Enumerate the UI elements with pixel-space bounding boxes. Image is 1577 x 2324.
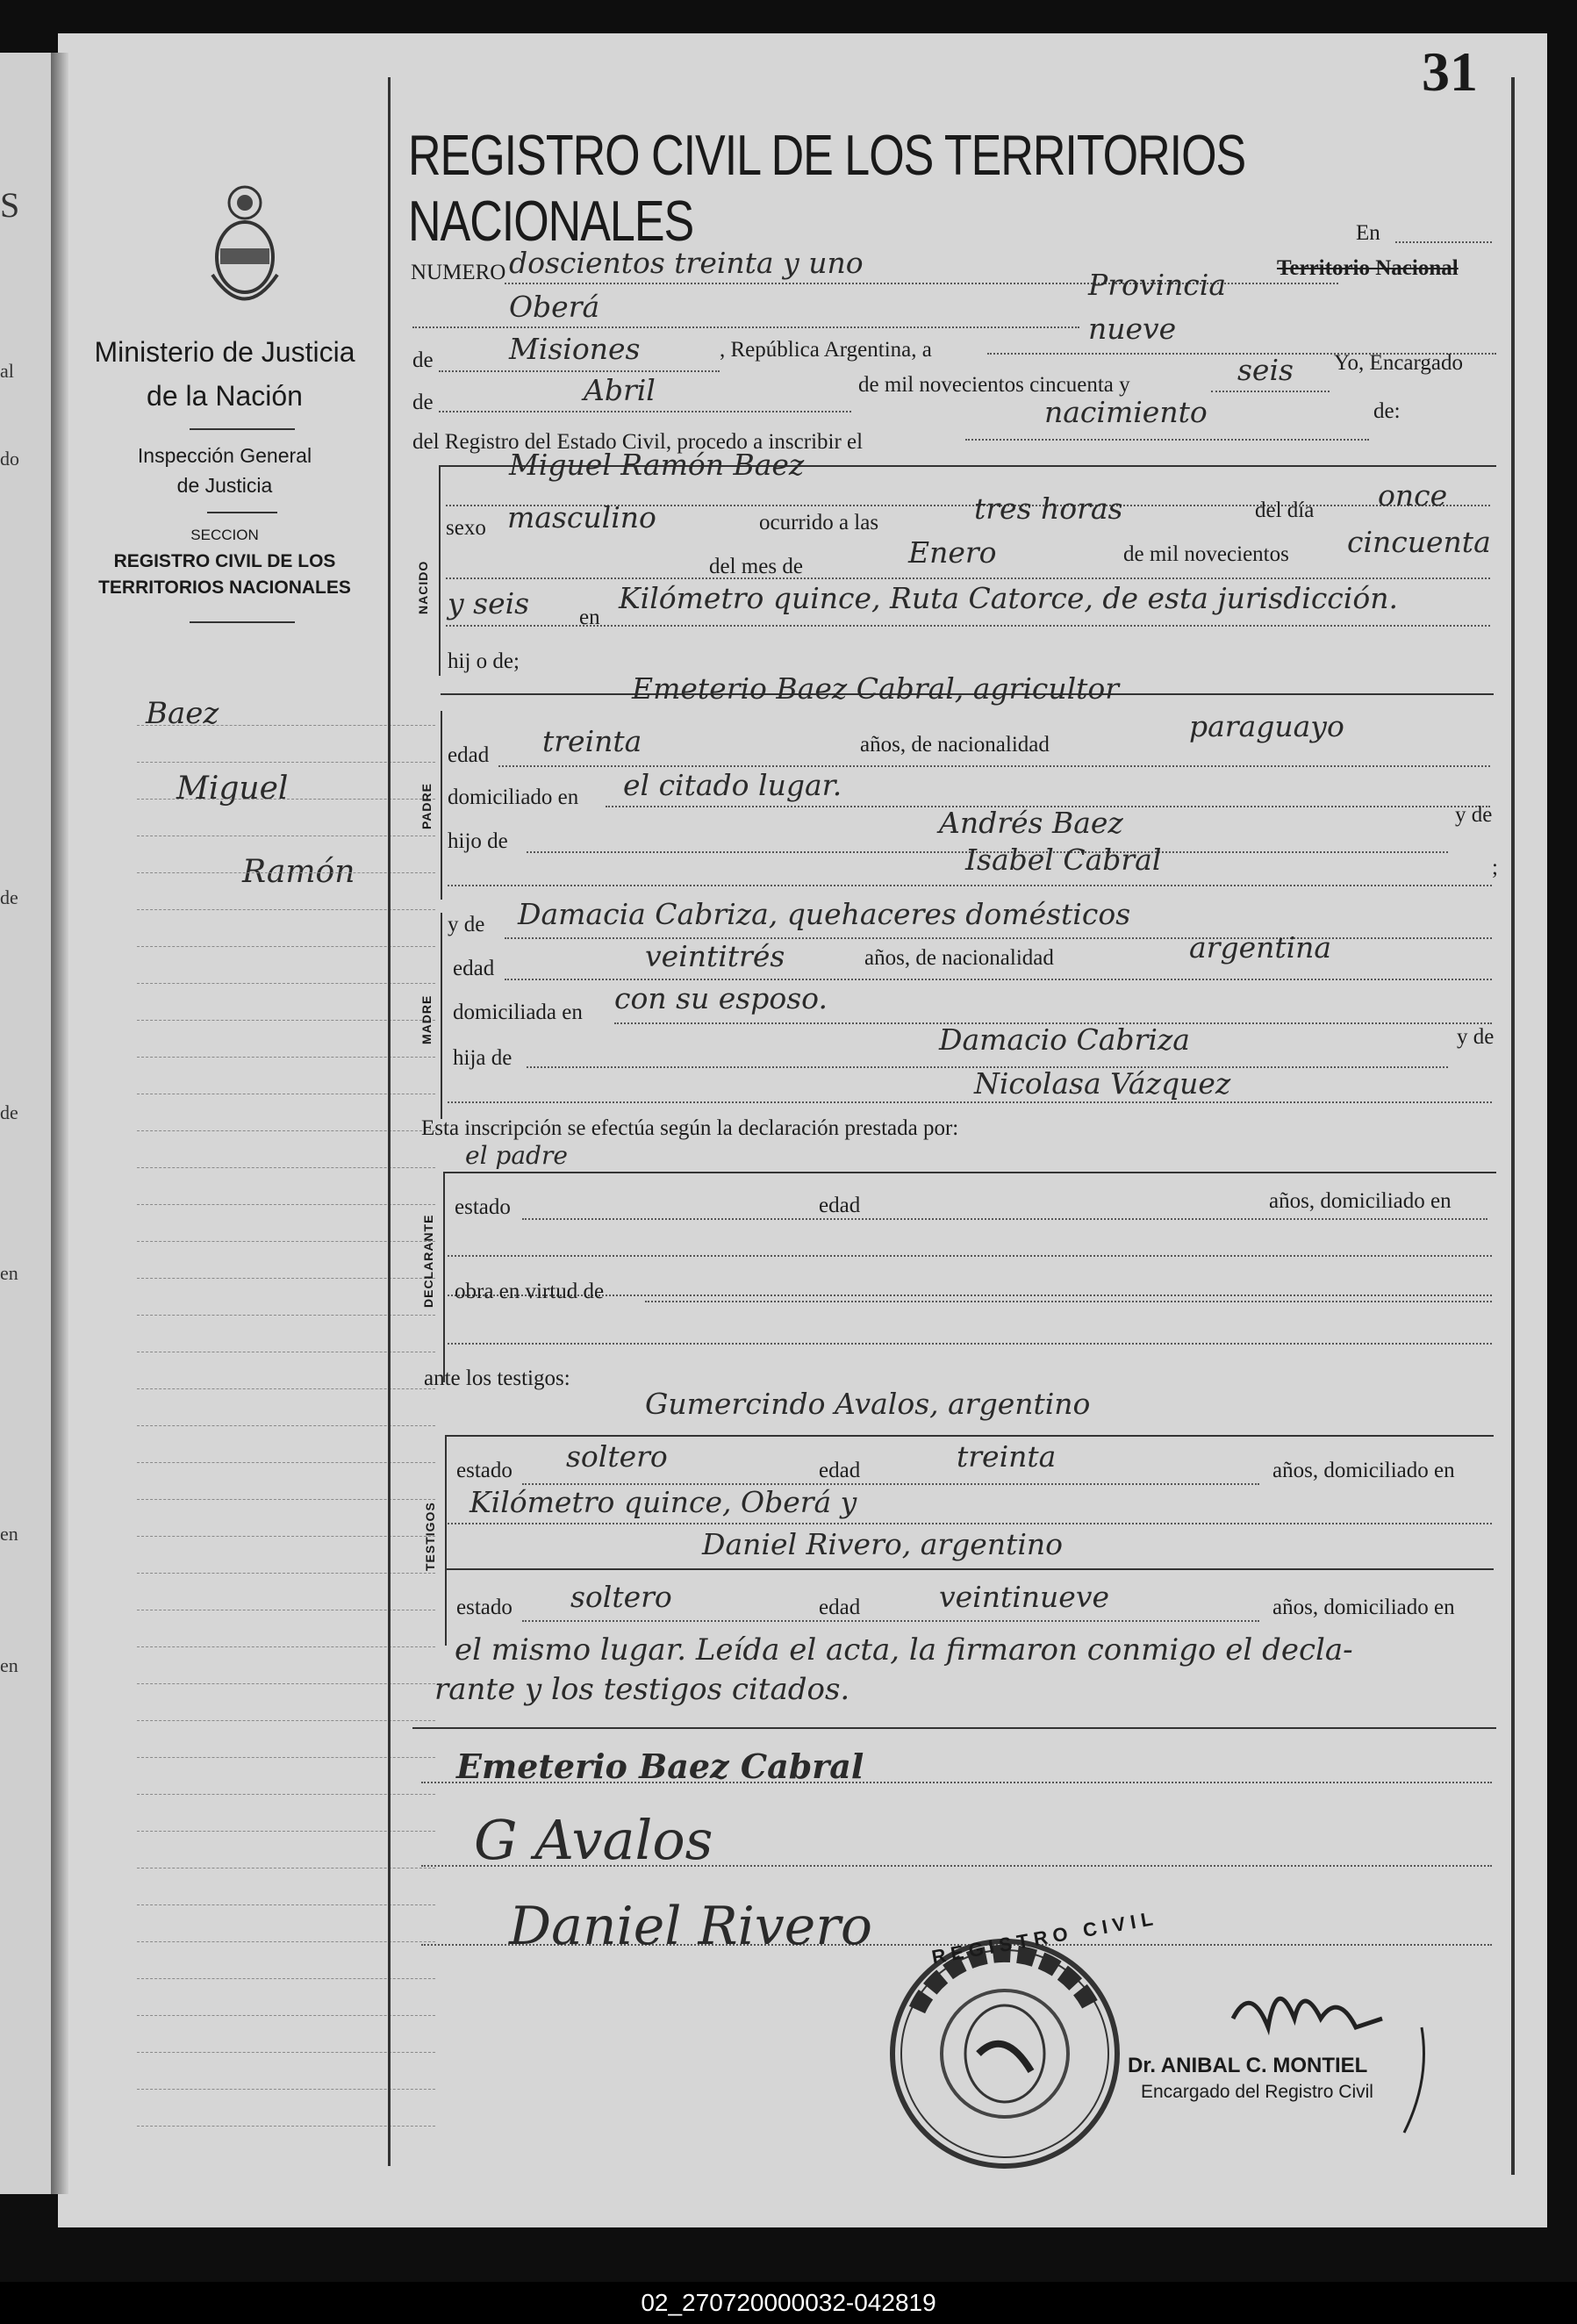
prev-page-fragment: de <box>0 1101 18 1123</box>
fecha-dia-value: nueve <box>1088 312 1177 346</box>
testigo1-edad-label: edad <box>819 1459 861 1482</box>
registro-label: del Registro del Estado Civil, procedo a inscribir el <box>412 430 864 454</box>
provincia-value: Provincia <box>1088 268 1227 302</box>
hora-value: tres horas <box>974 491 1123 526</box>
previous-page-edge <box>0 53 53 2194</box>
fecha-anio-value: seis <box>1237 353 1294 387</box>
declarante-nombre-value: el padre <box>465 1141 568 1170</box>
padre-nac-value: paraguayo <box>1189 709 1344 743</box>
en-label: En <box>1356 221 1380 245</box>
sidebar-divider <box>190 621 295 623</box>
document-title: REGISTRO CIVIL DE LOS TERRITORIOS NACIONALES <box>408 124 1246 254</box>
official-name: Dr. ANIBAL C. MONTIEL <box>1128 2054 1368 2077</box>
signatures-rule <box>412 1727 1496 1729</box>
dia-label: del día <box>1255 499 1315 522</box>
testigo1-domicilio: Kilómetro quince, Oberá y <box>470 1485 857 1519</box>
acta-cierre: rante y los testigos citados. <box>434 1672 850 1707</box>
anio-label: de mil novecientos cincuenta y <box>858 373 1130 397</box>
image-id-bar: 02_270720000032-042819 <box>0 2282 1577 2324</box>
fecha-mes-value: Abril <box>584 373 656 407</box>
anio-value-2: y seis <box>448 586 530 620</box>
madre-nac-value: argentina <box>1189 930 1332 965</box>
testigo2-nombre: Daniel Rivero, argentino <box>702 1527 1064 1561</box>
testigo1-edad: treinta <box>957 1439 1057 1474</box>
testigo2-domicilio: el mismo lugar. Leída el acta, la firmaron conmigo el decla- <box>455 1632 1353 1668</box>
section-rule <box>445 1568 1494 1570</box>
place-value: Oberá <box>509 290 600 324</box>
republica-label: , República Argentina, a <box>720 338 932 362</box>
section-line-2: TERRITORIOS NACIONALES <box>98 577 351 598</box>
territorio-struck: Territorio Nacional <box>1277 256 1459 280</box>
testigo2-edad-label: edad <box>819 1596 861 1619</box>
padre-domic-value: el citado lugar. <box>623 768 842 802</box>
column-divider <box>388 77 391 2166</box>
signature-testigo-2: Daniel Rivero <box>509 1896 873 1957</box>
seal-text: REGISTRO CIVIL <box>929 1906 1160 1969</box>
padre-abuelo-value: Andrés Baez <box>939 806 1123 840</box>
index-given-name-1: Miguel <box>176 771 289 807</box>
section-line-1: REGISTRO CIVIL DE LOS <box>113 551 336 571</box>
padre-side-label: PADRE <box>419 783 434 829</box>
madre-domic-value: con su esposo. <box>614 981 828 1015</box>
testigo2-estado-label: estado <box>456 1596 513 1619</box>
coat-of-arms-icon <box>205 178 284 327</box>
testigos-bracket <box>445 1435 447 1646</box>
padre-yde-label: y de <box>1455 803 1493 827</box>
declarante-anios-label: años, domiciliado en <box>1269 1189 1452 1213</box>
obra-label: obra en virtud de <box>455 1280 605 1303</box>
section-rule <box>445 1435 1494 1437</box>
padre-hijo-label: hijo de <box>448 829 508 853</box>
madre-nombre-value: Damacia Cabriza, quehaceres domésticos <box>518 897 1131 931</box>
madre-abuelo-value: Damacio Cabriza <box>939 1022 1190 1057</box>
padre-edad-label: edad <box>448 743 490 767</box>
sexo-label: sexo <box>446 516 486 540</box>
official-seal-stamp <box>882 1922 1136 2185</box>
madre-hija-label: hija de <box>453 1046 513 1070</box>
sidebar-divider <box>190 428 295 430</box>
lugar-value: Kilómetro quince, Ruta Catorce, de esta jurisdicción. <box>619 581 1398 615</box>
signature-declarante: Emeterio Baez Cabral <box>456 1747 864 1786</box>
sidebar-divider <box>207 512 277 513</box>
testigo1-anios-label: años, domiciliado en <box>1272 1459 1455 1482</box>
testigo1-nombre: Gumercindo Avalos, argentino <box>645 1387 1091 1421</box>
left-margin-column <box>58 33 391 2227</box>
testigo2-estado: soltero <box>570 1580 672 1614</box>
inspection-line-2: de Justicia <box>176 474 273 497</box>
de3-label: de: <box>1373 399 1401 423</box>
acto-value: nacimiento <box>1044 395 1208 429</box>
nacido-side-label: NACIDO <box>416 560 430 614</box>
testigos-side-label: TESTIGOS <box>423 1502 437 1571</box>
mes-label: del mes de <box>709 555 803 578</box>
page-number: 31 <box>1422 40 1478 103</box>
ministry-line-2: de la Nación <box>147 380 303 412</box>
testigo2-anios-label: años, domiciliado en <box>1272 1596 1455 1619</box>
sexo-value: masculino <box>507 500 656 534</box>
section-label: SECCION <box>190 527 259 543</box>
padre-nac-label: años, de nacionalidad <box>860 733 1050 757</box>
section-rule <box>443 1172 1496 1173</box>
index-surname: Baez <box>146 696 219 731</box>
mil-label: de mil novecientos <box>1123 542 1289 566</box>
declarante-edad-label: edad <box>819 1194 861 1217</box>
anio-value: cincuenta <box>1347 525 1491 559</box>
yo-label: Yo, Encargado <box>1334 351 1463 375</box>
prev-page-fragment: en <box>0 1654 18 1676</box>
dia-value: once <box>1378 478 1448 513</box>
prev-page-fragment: al <box>0 360 14 382</box>
signature-testigo-1: G Avalos <box>474 1808 713 1872</box>
madre-yde2-label: y de <box>1457 1025 1495 1049</box>
prev-page-fragment: do <box>0 448 19 470</box>
madre-edad-label: edad <box>453 957 495 980</box>
nacido-nombre-value: Miguel Ramón Baez <box>509 448 805 482</box>
padre-nombre-value: Emeterio Baez Cabral, agricultor <box>632 671 1120 706</box>
madre-edad-value: veintitrés <box>645 939 785 973</box>
de2-label: de <box>412 391 434 414</box>
index-given-name-2: Ramón <box>242 854 355 890</box>
hijo-de-label: hij o de; <box>448 649 520 673</box>
prev-page-fragment: de <box>0 886 18 908</box>
prev-page-fragment: en <box>0 1523 18 1545</box>
madre-nac-label: años, de nacionalidad <box>864 946 1054 970</box>
numero-value: doscientos treinta y uno <box>509 246 864 280</box>
prev-page-fragment: S <box>0 185 20 225</box>
padre-domic-label: domiciliado en <box>448 785 579 809</box>
misiones-value: Misiones <box>509 332 641 366</box>
madre-yde-label: y de <box>448 913 485 936</box>
nacido-bracket <box>439 465 441 676</box>
official-title: Encargado del Registro Civil <box>1141 2082 1373 2102</box>
numero-label: NUMERO <box>411 261 506 284</box>
padre-bracket <box>441 711 442 900</box>
testigos-intro: ante los testigos: <box>424 1366 570 1390</box>
madre-side-label: MADRE <box>419 994 434 1044</box>
ocurrido-label: ocurrido a las <box>759 511 879 534</box>
padre-punct: ; <box>1492 856 1498 879</box>
madre-bracket <box>441 913 442 1119</box>
declarante-estado-label: estado <box>455 1195 511 1219</box>
declarante-side-label: DECLARANTE <box>421 1214 435 1308</box>
declarante-intro: Esta inscripción se efectúa según la declaración prestada por: <box>421 1116 959 1140</box>
padre-abuela-value: Isabel Cabral <box>965 843 1162 877</box>
declarante-bracket <box>443 1172 445 1382</box>
testigo1-estado: soltero <box>566 1439 668 1474</box>
testigo1-estado-label: estado <box>456 1459 513 1482</box>
inspection-line-1: Inspección General <box>137 444 312 467</box>
de-label: de <box>412 348 434 372</box>
prev-page-fragment: en <box>0 1262 18 1284</box>
madre-abuela-value: Nicolasa Vázquez <box>974 1066 1231 1101</box>
page-right-border <box>1511 77 1515 2175</box>
mes-value: Enero <box>908 535 997 570</box>
padre-edad-value: treinta <box>542 724 642 758</box>
testigo2-edad: veintinueve <box>939 1580 1110 1614</box>
madre-domic-label: domiciliada en <box>453 1001 583 1024</box>
lugar-en-label: en <box>579 606 600 629</box>
ministry-line-1: Ministerio de Justicia <box>94 336 355 368</box>
